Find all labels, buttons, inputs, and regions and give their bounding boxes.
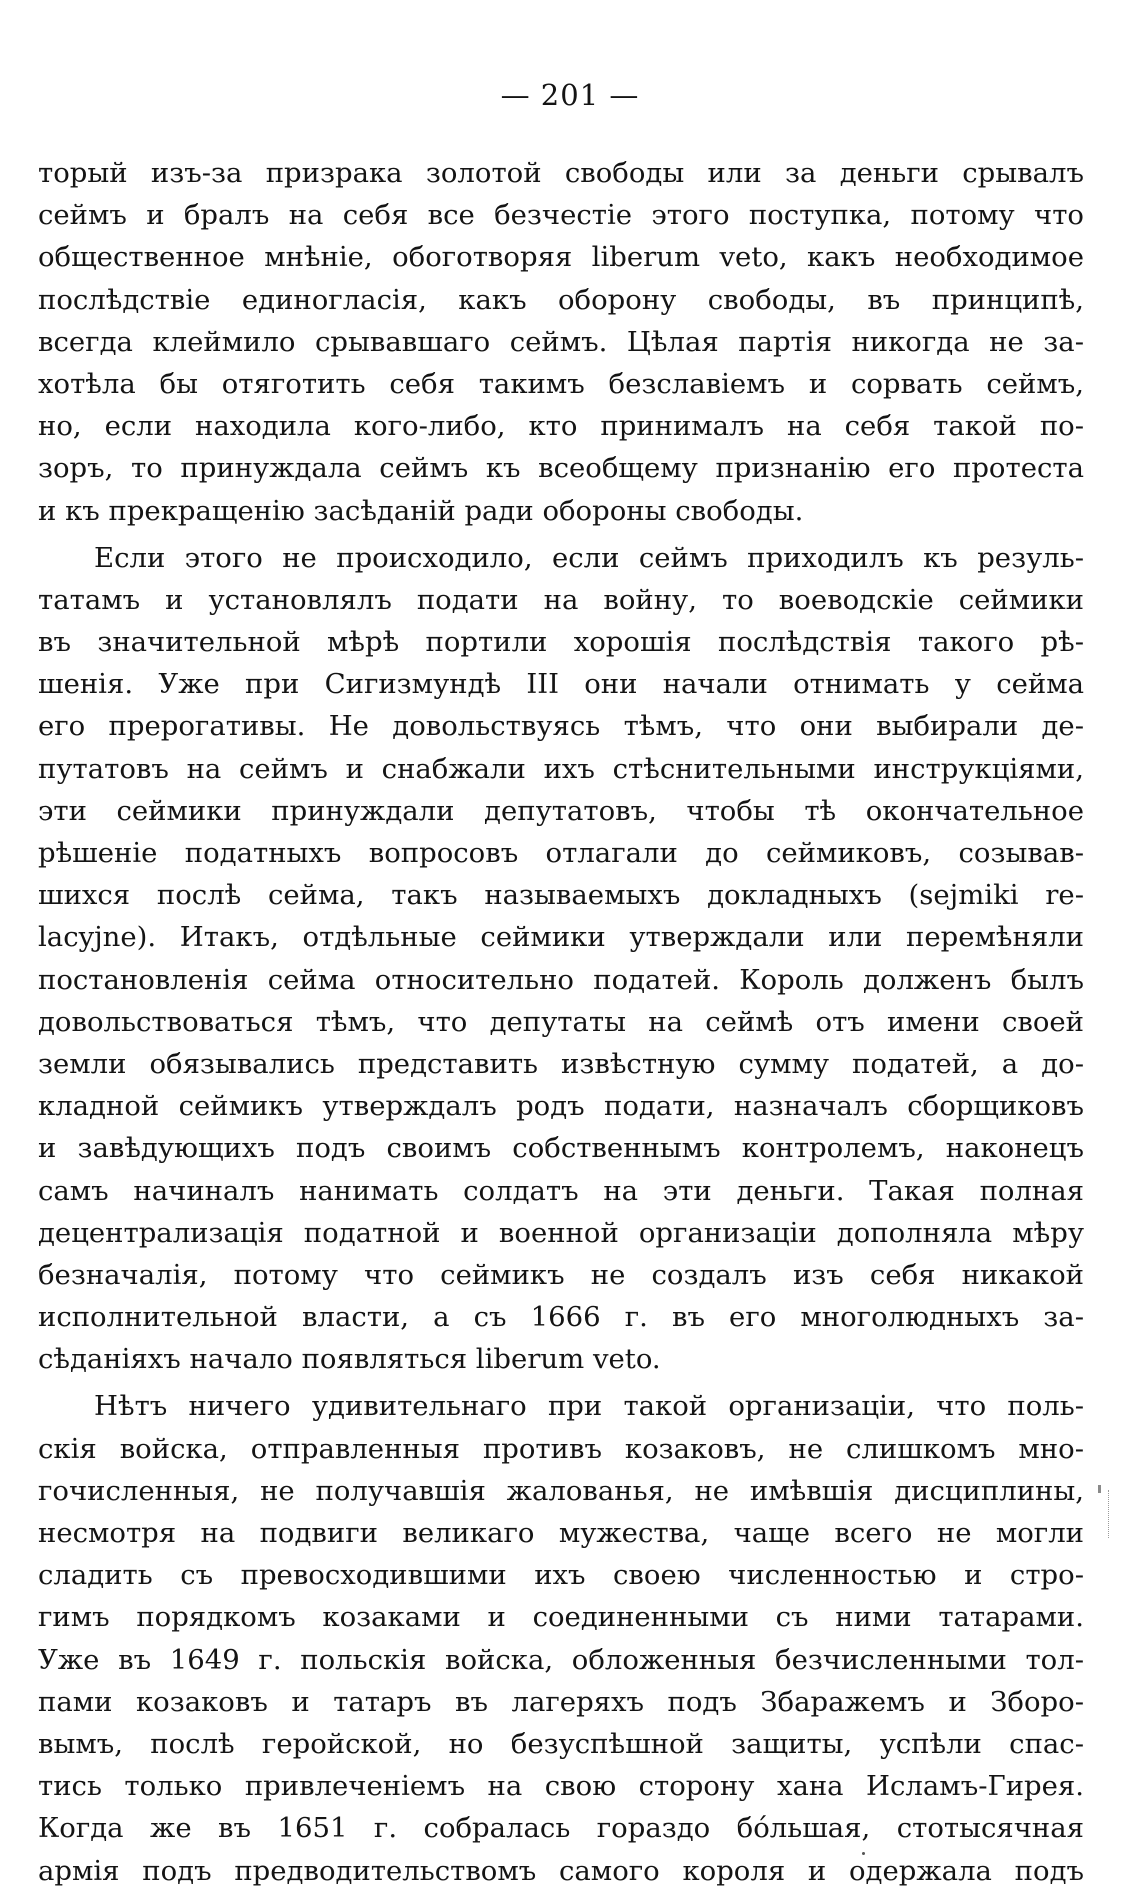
- text-line: децентрализація податной и военной организаціи дополняла мѣру: [38, 1216, 1084, 1249]
- text-line: путатовъ на сеймъ и снабжали ихъ стѣснительными инструкціями,: [38, 752, 1084, 785]
- text-line: Если этого не происходило, если сеймъ приходилъ къ резуль-: [94, 541, 1084, 574]
- text-line: постановленія сейма относительно податей. Король долженъ былъ: [38, 963, 1084, 996]
- text-line: Уже въ 1649 г. польскія войска, обложенныя безчисленными тол-: [38, 1643, 1084, 1676]
- text-line: общественное мнѣніе, обоготворяя liberum veto, какъ необходимое: [38, 241, 1084, 274]
- text-line: послѣдствіе единогласія, какъ оборону свободы, въ принципѣ,: [38, 283, 1084, 316]
- margin-mark: [1098, 1485, 1101, 1493]
- text-line: но, если находила кого-либо, кто принималъ на себя такой по-: [38, 410, 1084, 443]
- text-line: рѣшеніе податныхъ вопросовъ отлагали до сеймиковъ, созывав-: [38, 837, 1084, 869]
- text-line: въ значительной мѣрѣ портили хорошія послѣдствія такого рѣ-: [38, 626, 1084, 659]
- text-line: шенія. Уже при Сигизмундѣ III они начали отнимать у сейма: [38, 668, 1084, 701]
- text-line: сладить съ превосходившими ихъ своею численностью и стро-: [38, 1559, 1084, 1592]
- text-line: вымъ, послѣ геройской, но безуспѣшной защиты, успѣли спас-: [38, 1727, 1084, 1760]
- text-line: Нѣтъ ничего удивительнаго при такой организаціи, что поль-: [94, 1390, 1084, 1423]
- text-line: исполнительной власти, а съ 1666 г. въ его многолюдныхъ за-: [38, 1301, 1084, 1334]
- text-line: сѣданіяхъ начало появляться liberum veto.: [38, 1343, 661, 1376]
- paragraph-1: [38, 152, 1084, 532]
- page-number: — 201 —: [500, 78, 640, 112]
- text-line: эти сеймики принуждали депутатовъ, чтобы тѣ окончательное: [38, 794, 1084, 827]
- text-line: хотѣла бы отяготить себя такимъ безславіемъ и сорвать сеймъ,: [38, 367, 1084, 400]
- text-line: и завѣдующихъ подъ своимъ собственнымъ контролемъ, наконецъ: [38, 1132, 1084, 1165]
- paragraph-3: [38, 1385, 1084, 1891]
- text-line: безначалія, потому что сеймикъ не создалъ изъ себя никакой: [38, 1258, 1084, 1291]
- margin-mark: [1102, 1490, 1109, 1538]
- text-line: пами козаковъ и татаръ въ лагеряхъ подъ Збаражемъ и Зборо-: [38, 1685, 1084, 1718]
- text-line: шихся послѣ сейма, такъ называемыхъ докладныхъ (sejmiki re-: [38, 879, 1084, 912]
- text-line: самъ начиналъ нанимать солдатъ на эти деньги. Такая полная: [38, 1174, 1084, 1207]
- text-line: татамъ и установлялъ подати на войну, то воеводскіе сеймики: [38, 583, 1084, 616]
- text-line: сеймъ и бралъ на себя все безчестіе этого поступка, потому что: [38, 199, 1084, 232]
- text-line: его прерогативы. Не довольствуясь тѣмъ, что они выбирали де-: [38, 710, 1084, 743]
- paragraph-2: [38, 537, 1084, 1381]
- text-line: торый изъ-за призрака золотой свободы или за деньги срывалъ: [38, 157, 1084, 189]
- text-line: довольствоваться тѣмъ, что депутаты на сеймѣ отъ имени своей: [38, 1005, 1084, 1038]
- text-line: кладной сеймикъ утверждалъ родъ подати, назначалъ сборщиковъ: [38, 1090, 1084, 1123]
- text-line: скія войска, отправленныя противъ козаковъ, не слишкомъ мно-: [38, 1432, 1084, 1465]
- text-line: Когда же въ 1651 г. собралась гораздо бóльшая, стотысячная: [38, 1812, 1084, 1845]
- text-line: всегда клеймило срывавшаго сеймъ. Цѣлая партія никогда не за-: [38, 325, 1084, 358]
- text-line: армія подъ предводительствомъ самого короля и одержала подъ: [38, 1854, 1084, 1887]
- text-line: гимъ порядкомъ козаками и соединенными съ ними татарами.: [38, 1601, 1084, 1634]
- text-line: земли обязывались представить извѣстную сумму податей, а до-: [38, 1047, 1084, 1080]
- text-line: несмотря на подвиги великаго мужества, чаще всего не могли: [38, 1517, 1084, 1549]
- text-line: гочисленныя, не получавшія жалованья, не имѣвшія дисциплины,: [38, 1474, 1084, 1507]
- text-line: зоръ, то принуждала сеймъ къ всеобщему признанію его протеста: [38, 452, 1084, 485]
- text-line: lacyjne). Итакъ, отдѣльные сеймики утверждали или перемѣняли: [38, 921, 1084, 954]
- text-line: тись только привлеченіемъ на свою сторону хана Исламъ-Гирея.: [38, 1770, 1084, 1803]
- text-line: и къ прекращенію засѣданій ради обороны свободы.: [38, 494, 804, 527]
- ink-speck: [862, 1852, 865, 1855]
- body-text: [38, 152, 1084, 1892]
